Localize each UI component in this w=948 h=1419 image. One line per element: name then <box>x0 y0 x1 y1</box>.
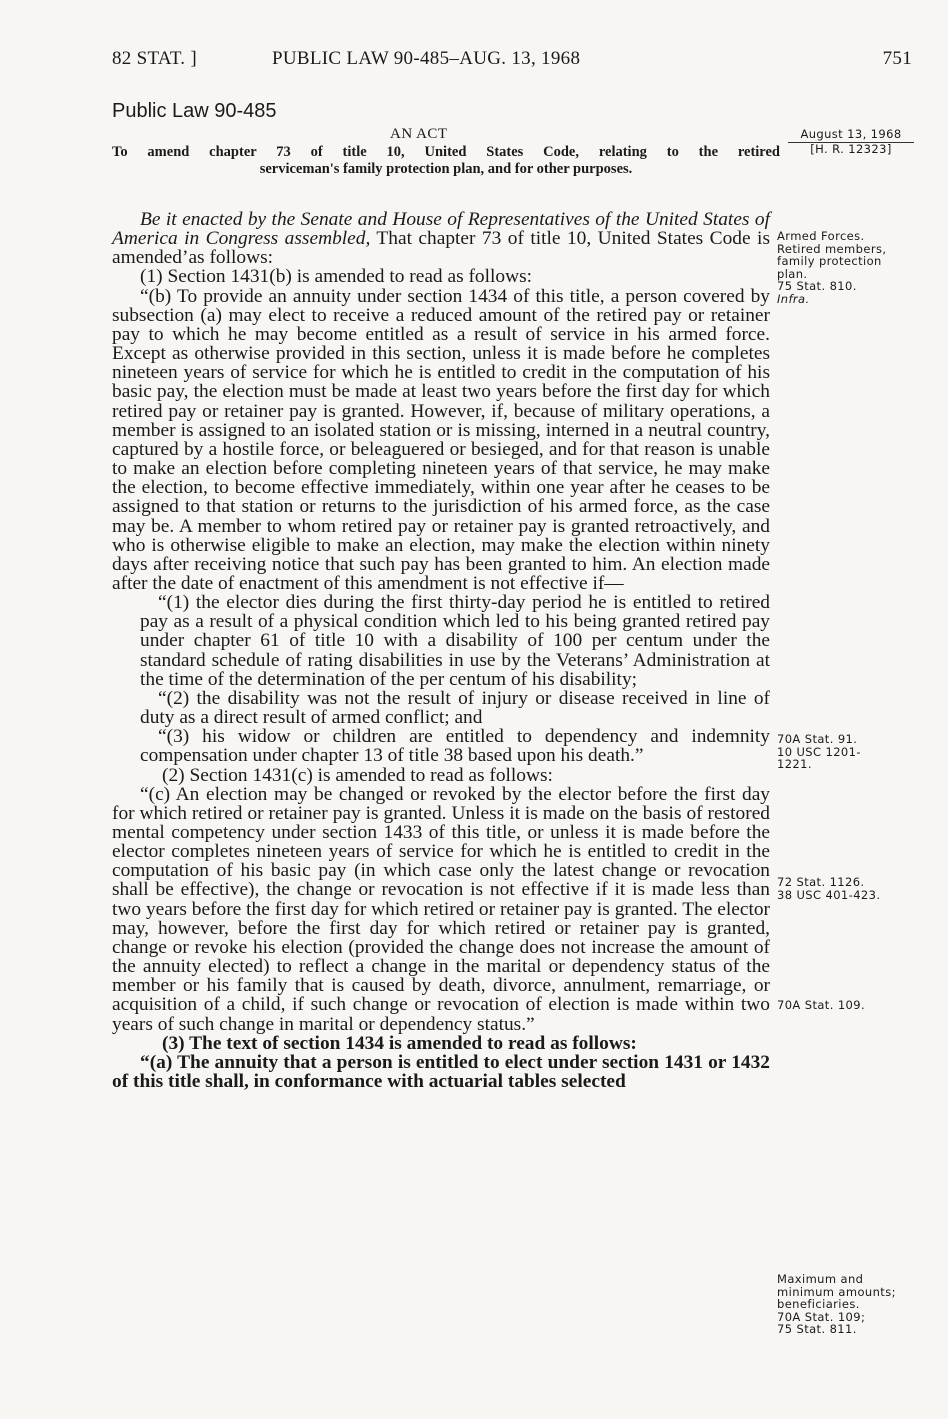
intro-text: That chapter 73 of title 10, United States Code is amended’as follows: <box>112 228 770 269</box>
act-purpose <box>112 144 780 178</box>
enactment-date: August 13, 1968 <box>800 127 902 141</box>
condition-3 <box>140 726 770 767</box>
header-law-title: PUBLIC LAW 90-485–AUG. 13, 1968 <box>272 48 581 69</box>
margin-note-maximum-amounts: Maximum and minimum amounts; beneficiaries. 70A Stat. 109; 75 Stat. 811. <box>777 1272 896 1336</box>
purpose-line-2: serviceman's family protection plan, and for other purposes. <box>259 161 633 177</box>
section-1431c-text: “(c) An election may be changed or revoked by the elector before the first day for which retired or retainer pay is granted. Unless it is made on the basis of restored mental competency under section 1433 of this title, or unless it is made before the elector completes nineteen years of service for which he is entitled to credit in the computation of his basic pay (in which case only the latest change or revocation shall be effective), the change or revocation is not effective if it is made less than two years before the first day for which retired or retainer pay is granted. The elector may, however, before the first day for which retired or retainer pay is granted, change or revoke his election (provided the change does not increase the amount of the annuity elected) to reflect a change in the marital or dependency status of the member or his family that is caused by death, divorce, annulment, remarriage, or acquisition of a child, if such change or revocation of election is made within two years of such change in marital or dependency status.” <box>112 783 770 1035</box>
enacting-clause: Be it enacted by the Senate and House of Representatives of the United States of America in Congress assembled, <box>112 209 770 250</box>
enacting-paragraph <box>112 210 770 267</box>
public-law-number: Public Law 90-485 <box>112 100 277 122</box>
condition-2-text: “(2) the disability was not the result of injury or disease received in line of duty as a direct result of armed conflict; and <box>140 687 770 729</box>
margin-note-70a-stat-109: 70A Stat. 109. <box>777 998 866 1012</box>
act-heading: AN ACT <box>390 126 448 142</box>
section-2-intro: (2) Section 1431(c) is amended to read as follows: <box>162 764 553 786</box>
act-body <box>112 210 770 1091</box>
page-number: 751 <box>882 48 912 69</box>
section-3-intro: (3) The text of section 1434 is amended to read as follows: <box>162 1032 637 1054</box>
section-1431b-text: “(b) To provide an annuity under section 1434 of this title, a person covered by subsection (a) may elect to receive a reduced amount of the retired pay or retainer pay to which he may become entitled as a result of service in his armed force. Except as otherwise provided in this section, unless it is made before he completes nineteen years of service for which he is entitled to credit in the computation of his basic pay, the election must be made at least two years before the first day for which retired pay or retainer pay is granted. However, if, because of military operations, a member is assigned to an isolated station or is missing, interned in a neutral country, captured by a hostile force, or beleaguered or besieged, and for that reason is unable to make an election before completing nineteen years of that service, he may make the election, to become effective immediately, within one year after he ceases to be assigned to that station or returns to the jurisdiction of his armed force, as the case may be. A member to whom retired pay or retainer pay is granted retroactively, and who is otherwise eligible to make an election, may make the election within ninety days after receiving notice that such pay has been granted to him. An election made after the date of enactment of this amendment is not effective if— <box>112 285 770 594</box>
purpose-line-1: To amend chapter 73 of title 10, United States Code, relating to the retired <box>112 144 780 160</box>
section-1-intro: (1) Section 1431(b) is amended to read as follows: <box>140 266 533 288</box>
margin-note-armed-forces: Armed Forces. Retired members, family protection plan. 75 Stat. 810. Infra. <box>777 229 887 306</box>
header-stat-reference: 82 STAT. ] <box>112 48 198 69</box>
condition-1-text: “(1) the elector dies during the first thirty-day period he is entitled to retired pay as a result of a physical condition which led to his being granted retired pay under chapter 61 of title 10 with a disability of 100 per centum under the standard schedule of rating disabilities in use by the Veterans’ Administration at the time of the determination of the per centum of his disability; <box>140 592 770 690</box>
condition-3-text: “(3) his widow or children are entitled to dependency and indemnity compensation under chapter 13 of title 38 based upon his death.” <box>140 726 770 767</box>
section-1434a-text: “(a) The annuity that a person is entitled to elect under section 1431 or 1432 of this title shall, in conformance with actuarial tables selected <box>112 1051 770 1093</box>
infra-reference: Infra. <box>777 291 810 306</box>
margin-note-72-stat: 72 Stat. 1126. 38 USC 401-423. <box>777 875 881 902</box>
condition-2 <box>140 687 770 729</box>
bill-number: [H. R. 12323] <box>810 141 892 156</box>
margin-date-note <box>788 128 914 155</box>
margin-note-70a-stat-91: 70A Stat. 91. 10 USC 1201- 1221. <box>777 732 861 771</box>
condition-1 <box>140 592 770 690</box>
